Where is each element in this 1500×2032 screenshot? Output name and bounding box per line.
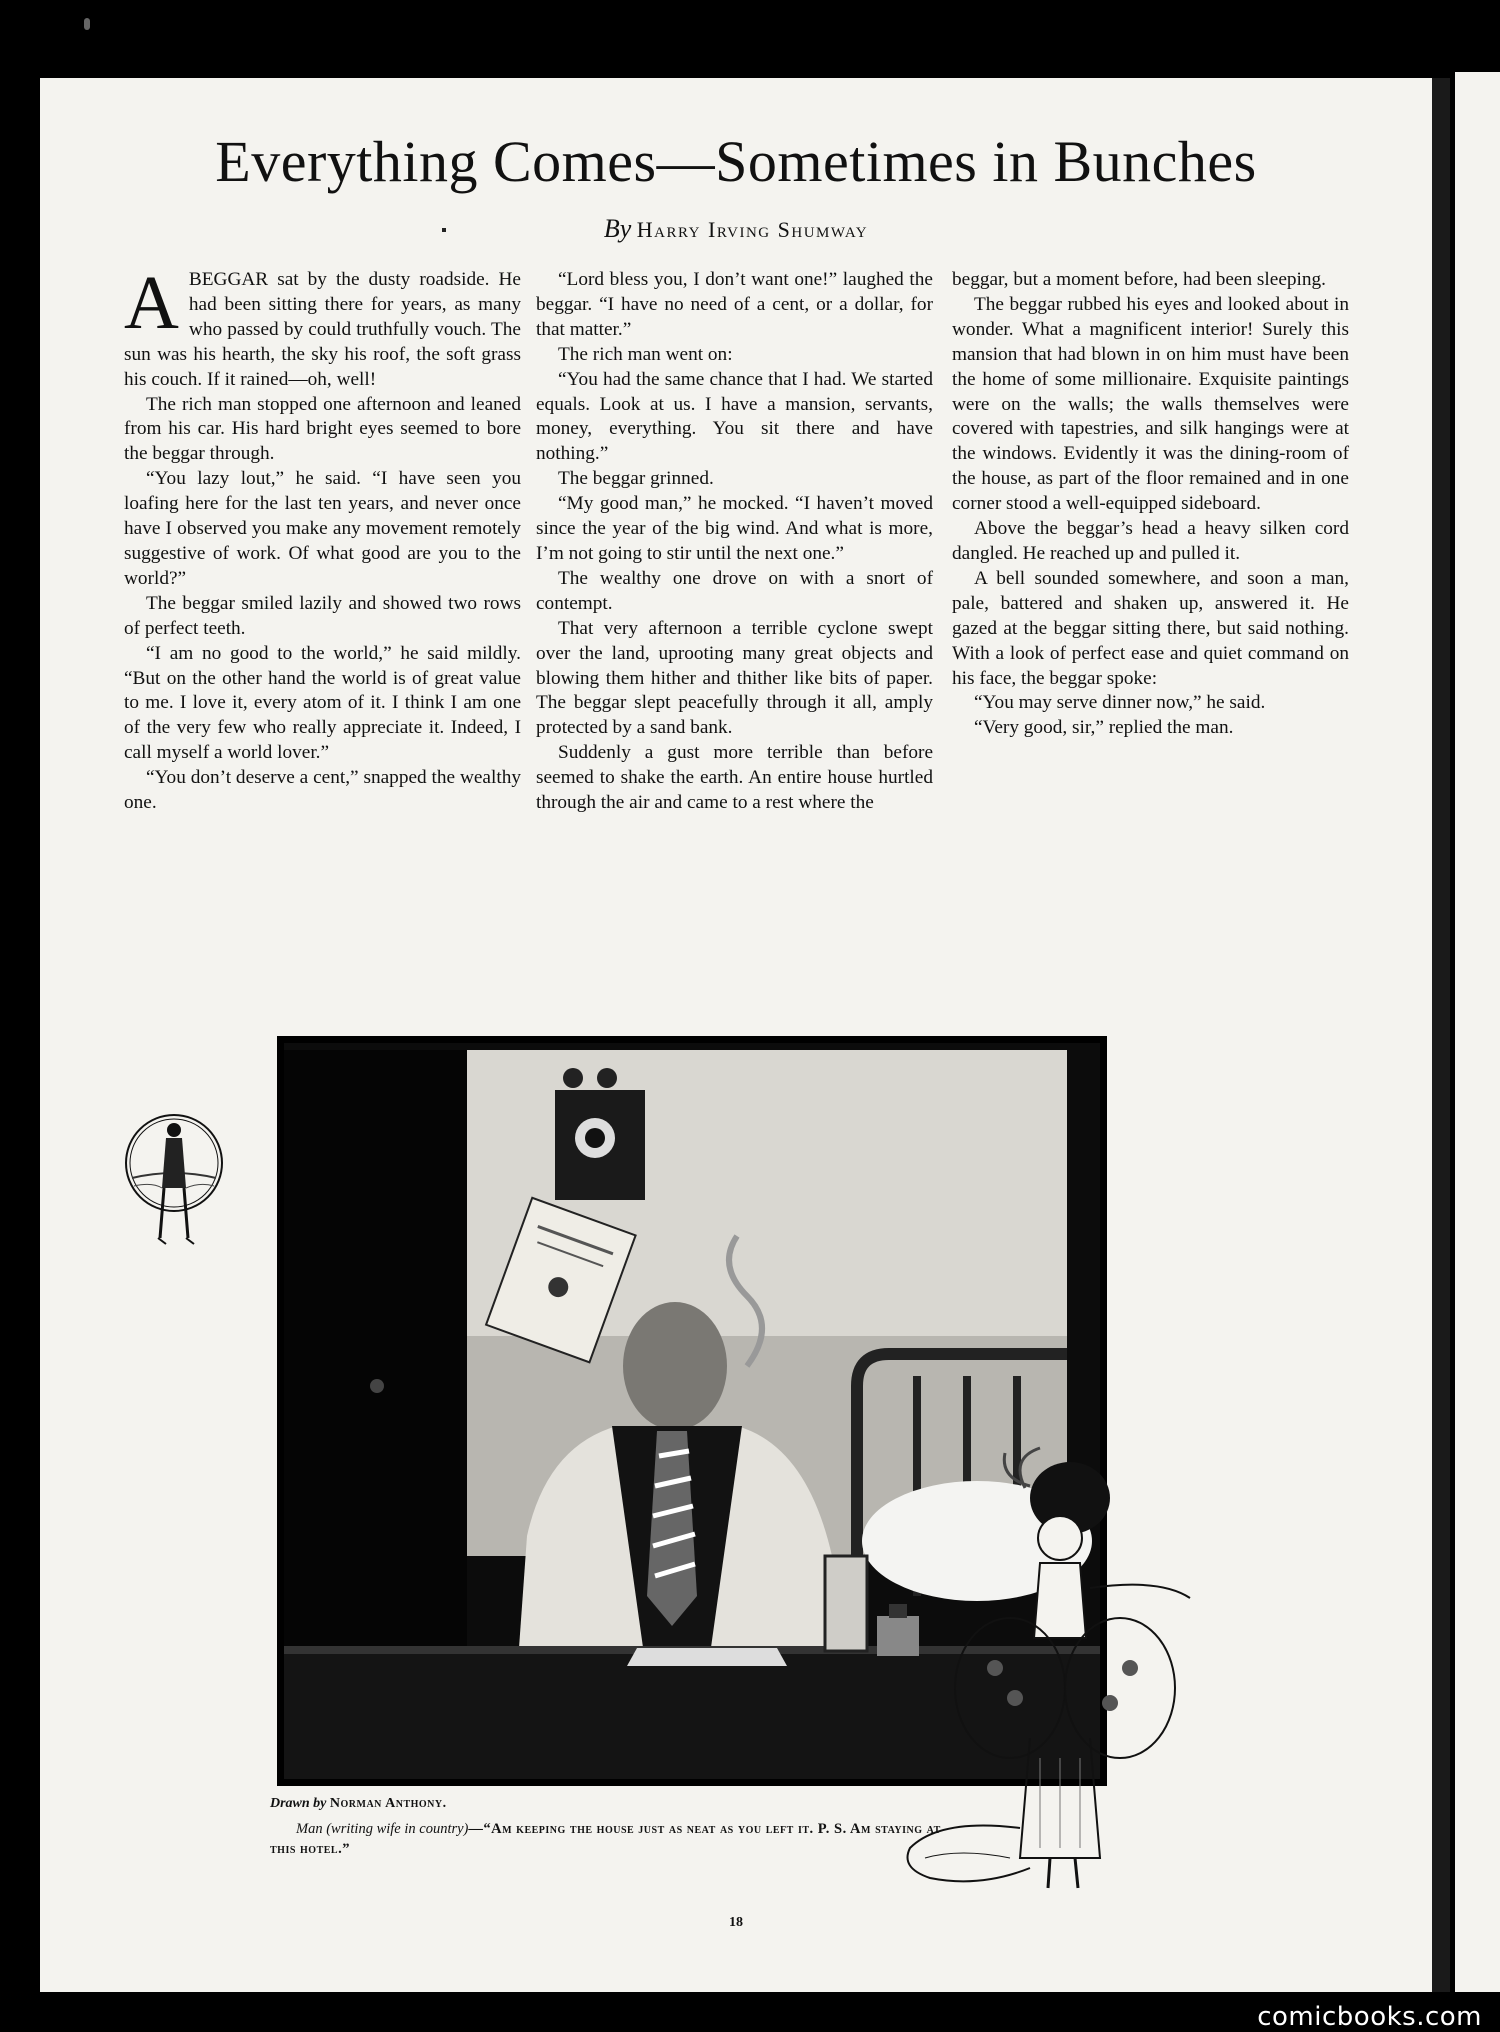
paragraph: “You lazy lout,” he said. “I have seen you loafing here for the last ten years, and never once have I observed you make any movement remotely suggestive of work. Of what good are you to the world?”	[124, 468, 521, 589]
paragraph: “My good man,” he mocked. “I haven’t moved since the year of the big wind. And what is more, I’m not going to stir until the next one.”	[536, 493, 933, 564]
caption-speaker: Man	[296, 1821, 323, 1837]
article-title: Everything Comes—Sometimes in Bunches	[215, 129, 1257, 194]
paragraph-text: BEGGAR sat by the dusty roadside. He had been sitting there for years, as many who passed by could truthfully vouch. The sun was his hearth, the sky his roof, the soft grass his couch. If it rained—oh, well!	[124, 269, 521, 390]
paragraph: “I am no good to the world,” he said mildly. “But on the other hand the world is of great value to me. I love it, every atom of it. I think I am one of the very few who really appreciate it. Indeed, I call myself a world lover.”	[124, 642, 521, 764]
paragraph: “Lord bless you, I don’t want one!” laughed the beggar. “I have no need of a cent, or a dollar, for that matter.”	[536, 269, 933, 340]
paragraph: “You don’t deserve a cent,” snapped the wealthy one.	[124, 767, 521, 814]
paragraph: “Very good, sir,” replied the man.	[974, 717, 1234, 739]
paragraph: The beggar rubbed his eyes and looked about in wonder. What a magnificent interior! Surely this mansion that had blown in on him must have been the home of some millionaire. Exquisite paintings were on the walls; the walls themselves were covered with tapestries, and silk hangings were at the windows. Evidently it was the dining-room of the house, as part of the floor remained and in one corner stood a well-equipped sideboard.	[952, 293, 1349, 515]
paragraph: Suddenly a gust more terrible than before seemed to shake the earth. An entire house hurtled through the air and came to a rest where the	[536, 742, 933, 814]
paragraph: The beggar grinned.	[558, 468, 714, 490]
text-column-3	[952, 268, 1349, 741]
caption-direction: (writing wife in country)	[326, 1821, 469, 1837]
watermark-text: comicbooks.com	[1257, 2002, 1482, 2032]
page-edge	[1432, 78, 1450, 1992]
text-column-1	[124, 261, 521, 816]
drop-cap: A	[124, 261, 179, 345]
paragraph: That very afternoon a terrible cyclone swept over the land, uprooting many great objects and blowing them hither and thither like bits of paper. The beggar slept peacefully through it all, amply protected by a sand bank.	[536, 617, 933, 739]
byline	[40, 214, 1432, 244]
paragraph: “You had the same chance that I had. We started equals. Look at us. I have a mansion, servants, money, everything. You sit there and have nothing.”	[536, 368, 933, 465]
decorative-lady-icon	[900, 1438, 1230, 1963]
paragraph: A bell sounded somewhere, and soon a man, pale, battered and shaken up, answered it. He gazed at the beggar sitting there, but said nothing. With a look of perfect ease and quiet command on his face, the beggar spoke:	[952, 567, 1349, 689]
decorative-vignette-icon	[122, 1108, 232, 1283]
illustration-credit	[270, 1796, 447, 1812]
paragraph: The rich man went on:	[558, 343, 733, 365]
adjacent-page-edge	[1455, 72, 1500, 1992]
paragraph-continued: beggar, but a moment before, had been sleeping.	[952, 269, 1327, 290]
scan-speck	[84, 18, 90, 30]
paragraph: The wealthy one drove on with a snort of contempt.	[536, 567, 933, 614]
paragraph: The beggar smiled lazily and showed two rows of perfect teeth.	[124, 592, 521, 639]
credit-artist: Norman Anthony.	[329, 1796, 447, 1811]
paragraph: “You may serve dinner now,” he said.	[974, 692, 1266, 714]
illustration-caption	[270, 1819, 970, 1859]
paragraph: Above the beggar’s head a heavy silken cord dangled. He reached up and pulled it.	[952, 518, 1349, 564]
magazine-page	[40, 78, 1432, 1992]
author-name: Harry Irving Shumway	[636, 217, 869, 242]
paragraph	[124, 261, 521, 393]
page-number: 18	[729, 1915, 743, 1930]
caption-quote: —“Am keeping the house just as neat as you left it. P. S. Am staying at this hotel.”	[270, 1821, 941, 1857]
credit-prefix: Drawn by	[270, 1796, 327, 1811]
paragraph: The rich man stopped one afternoon and leaned from his car. His hard bright eyes seemed to bore the beggar through.	[124, 393, 521, 465]
byline-prefix: By	[603, 214, 632, 243]
text-column-2	[536, 268, 933, 816]
